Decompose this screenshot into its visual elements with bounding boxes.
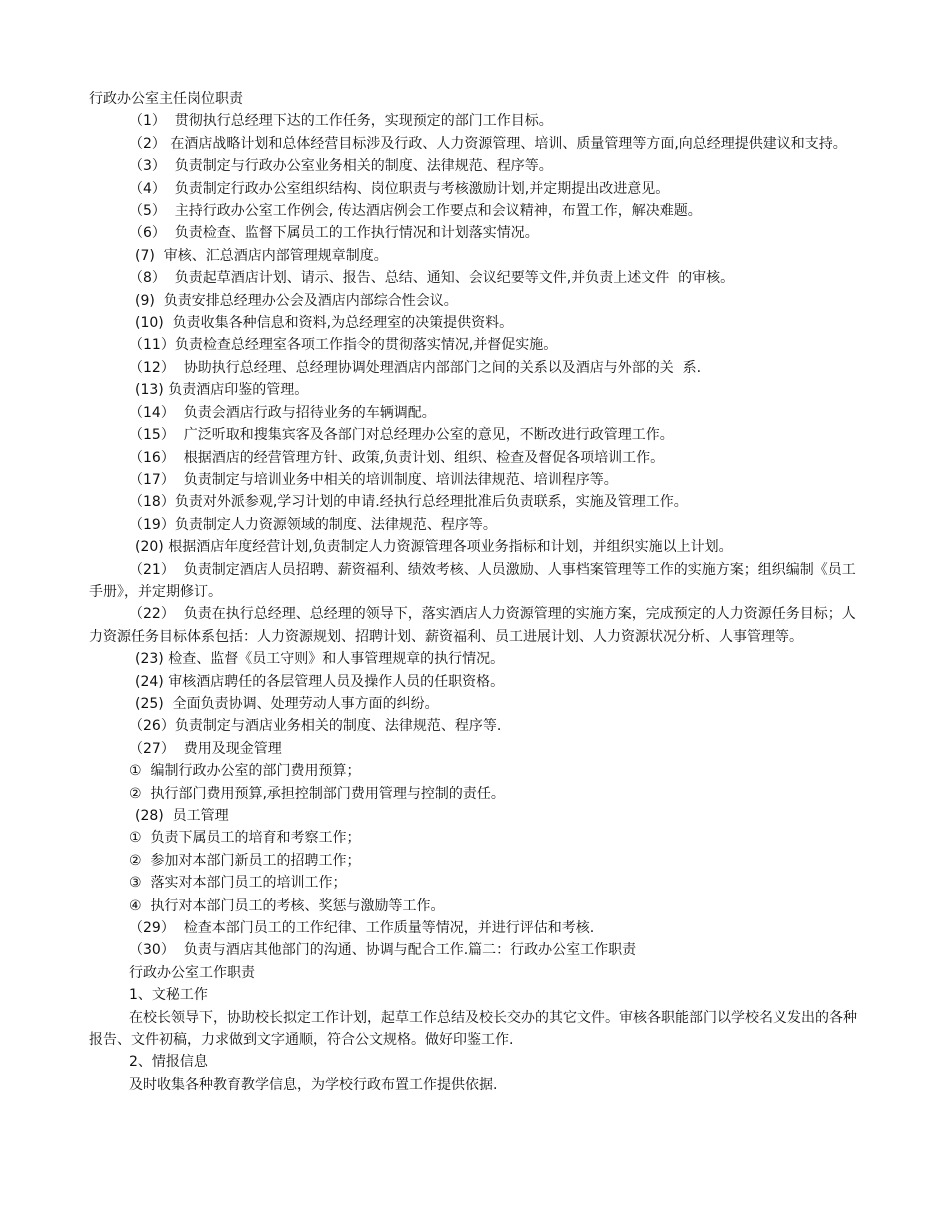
document-line: 在校长领导下，协助校长拟定工作计划，起草工作总结及校长交办的其它文件。审核各职能部门以学校名义发出的各种报告、文件初稿，力求做到文字通顺，符合公文规格。做好印鉴工作. (89, 1009, 857, 1049)
document-line: 1、文秘工作 (129, 987, 208, 1004)
document-title: 行政办公室主任岗位职责 (89, 91, 243, 107)
document-line: （22） 负责在执行总经理、总经理的领导下，落实酒店人力资源管理的实施方案，完成预定的人力资源任务目标；人力资源任务目标体系包括：人力资源规划、招聘计划、薪资福利、员工进展计划、人力资源状况分析、人事管理等。 (89, 606, 856, 645)
document-page (89, 88, 869, 1096)
document-line: （12） 协助执行总经理、总经理协调处理酒店内部部门之间的关系以及酒店与外部的关 系. (129, 359, 702, 376)
document-line: (28) 员工管理 (135, 808, 229, 824)
document-line: ② 参加对本部门新员工的招聘工作； (129, 852, 361, 869)
document-line: (25) 全面负责协调、处理劳动人事方面的纠纷。 (135, 695, 439, 712)
document-line: (7) 审核、汇总酒店内部管理规章制度。 (135, 247, 388, 264)
document-line: (13) 负责酒店印鉴的管理。 (135, 382, 309, 399)
document-line: ① 编制行政办公室的部门费用预算； (129, 763, 361, 780)
document-line: （5） 主持行政办公室工作例会, 传达酒店例会工作要点和会议精神，布置工作，解决难题。 (129, 203, 702, 220)
document-line: （11）负责检查总经理室各项工作指令的贯彻落实情况,并督促实施。 (129, 337, 558, 354)
document-line: （4） 负责制定行政办公室组织结构、岗位职责与考核激励计划,并定期提出改进意见。 (129, 180, 670, 197)
document-line: ② 执行部门费用预算,承担控制部门费用管理与控制的责任。 (129, 785, 505, 802)
document-line: （6） 负责检查、监督下属员工的工作执行情况和计划落实情况。 (129, 225, 539, 242)
document-line: （3） 负责制定与行政办公室业务相关的制度、法律规范、程序等。 (129, 158, 553, 175)
document-line: (20) 根据酒店年度经营计划,负责制定人力资源管理各项业务指标和计划，并组织实施以上计划。 (135, 539, 733, 556)
document-line: （15） 广泛听取和搜集宾客及各部门对总经理办公室的意见，不断改进行政管理工作。 (129, 427, 674, 444)
document-body (89, 110, 869, 1096)
document-line: （30） 负责与酒店其他部门的沟通、协调与配合工作.篇二：行政办公室工作职责 (129, 942, 637, 959)
document-line: （19）负责制定人力资源领域的制度、法律规范、程序等。 (129, 516, 497, 533)
document-line: ④ 执行对本部门员工的考核、奖惩与激励等工作。 (129, 897, 445, 914)
document-line: （18）负责对外派参观,学习计划的申请.经执行总经理批准后负责联系，实施及管理工作。 (129, 494, 688, 511)
document-line: （21） 负责制定酒店人员招聘、薪资福利、绩效考核、人员激励、人事档案管理等工作的实施方案；组织编制《员工手册》，并定期修订。 (89, 561, 856, 600)
document-line: (24) 审核酒店聘任的各层管理人员及操作人员的任职资格。 (135, 673, 505, 690)
document-line: （16） 根据酒店的经营管理方针、政策,负责计划、组织、检查及督促各项培训工作。 (129, 449, 665, 466)
document-line: （27） 费用及现金管理 (129, 740, 282, 757)
document-line: （26）负责制定与酒店业务相关的制度、法律规范、程序等. (129, 718, 502, 735)
document-line: ① 负责下属员工的培育和考察工作； (129, 830, 361, 847)
document-line: (9) 负责安排总经理办公会及酒店内部综合性会议。 (135, 292, 458, 309)
document-line: 行政办公室工作职责 (129, 964, 255, 981)
document-line: 及时收集各种教育教学信息，为学校行政布置工作提供依据. (129, 1076, 498, 1093)
document-line: （2） 在酒店战略计划和总体经营目标涉及行政、人力资源管理、培训、质量管理等方面,向总经理提供建议和支持。 (129, 135, 847, 152)
document-line: （14） 负责会酒店行政与招待业务的车辆调配。 (129, 404, 436, 421)
document-line: （1） 贯彻执行总经理下达的工作任务，实现预定的部门工作目标。 (129, 113, 553, 130)
document-line: ③ 落实对本部门员工的培训工作； (129, 875, 347, 892)
document-line: (10) 负责收集各种信息和资料,为总经理室的决策提供资料。 (135, 315, 514, 332)
document-line: 2、情报信息 (129, 1054, 208, 1071)
document-line: （29） 检查本部门员工的工作纪律、工作质量等情况，并进行评估和考核. (129, 920, 595, 937)
document-line: (23) 检查、监督《员工守则》和人事管理规章的执行情况。 (135, 651, 505, 668)
document-line: （17） 负责制定与培训业务中相关的培训制度、培训法律规范、培训程序等。 (129, 471, 618, 488)
document-line: （8） 负责起草酒店计划、请示、报告、总结、通知、会议纪要等文件,并负责上述文件 的审核。 (129, 270, 735, 287)
